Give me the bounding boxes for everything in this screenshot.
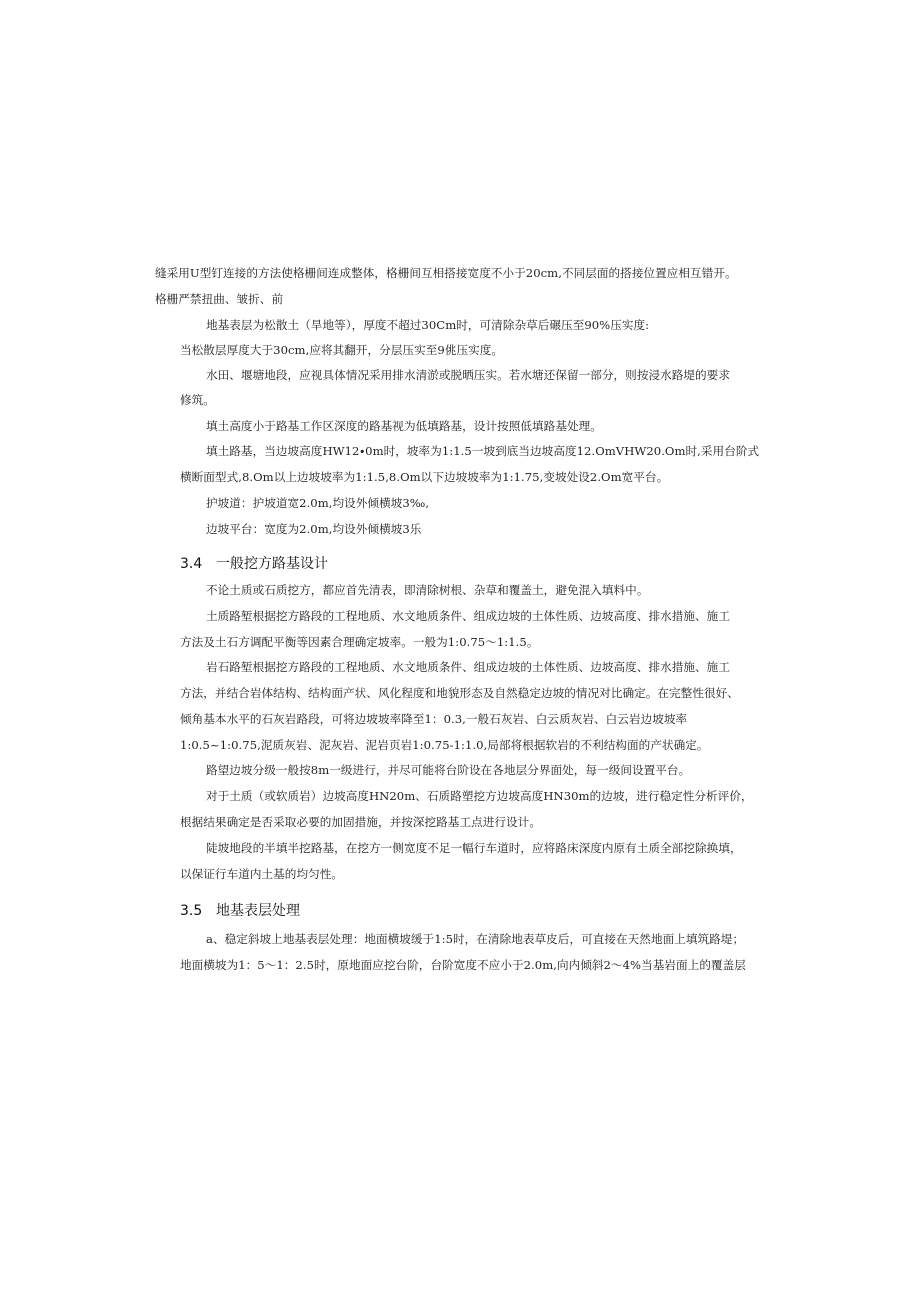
paragraph-line: 当松散层厚度大于30cm,应将其翻开，分层压实至9佻压实度。 <box>180 343 504 357</box>
paragraph-line: 地基表层为松散土（旱地等），厚度不超过30Cm时，可清除杂草后碾压至90%压实度: <box>206 318 650 332</box>
paragraph-line: 方法，并结合岩体结构、结构面产状、风化程度和地貌形态及自然稳定边坡的情况对比确定。在完整性很好、 <box>180 686 739 700</box>
paragraph-line: 倾角基本水平的石灰岩路段，可将边坡坡率降至1：0.3,一般石灰岩、白云质灰岩、白云岩边坡坡率 <box>180 712 688 726</box>
paragraph-line: 不论土质或石质挖方，都应首先清表，即清除树根、杂草和覆盖土，避免混入填料中。 <box>206 583 649 597</box>
section-title: 一般挖方路基设计 <box>216 556 328 572</box>
paragraph-line: 格栅严禁扭曲、皱折、前 <box>155 292 284 306</box>
paragraph-line: 填土路基，当边坡高度HW12∙0m时，坡率为1:1.5一坡到底当边坡高度12.OmVHW20.Om时,采用台阶式 <box>206 444 760 458</box>
paragraph-line: 路望边坡分级一般按8m一级进行，并尽可能将台阶设在各地层分界面处，每一级间设置平台。 <box>206 763 691 777</box>
paragraph-line: 填土高度小于路基工作区深度的路基视为低填路基，设计按照低填路基处理。 <box>206 419 602 433</box>
paragraph-line: 对于土质（或软质岩）边坡高度HN20m、石质路塑挖方边坡高度HN30m的边坡，进行稳定性分析评价， <box>206 789 753 803</box>
paragraph-line: 地面横坡为1：5～1：2.5时，原地面应挖台阶，台阶宽度不应小于2.0m,向内倾斜2～4%当基岩面上的覆盖层 <box>180 958 746 972</box>
section-number: 3.5 <box>180 903 203 919</box>
paragraph-line: a、稳定斜坡上地基表层处理：地面横坡缓于1:5时，在清除地表草皮后，可直接在天然地面上填筑路堤； <box>206 932 745 946</box>
section-number: 3.4 <box>180 556 203 572</box>
paragraph-line: 土质路堑根据挖方路段的工程地质、水文地质条件、组成边坡的土体性质、边坡高度、排水措施、施工 <box>206 609 730 623</box>
paragraph-line: 岩石路堑根据挖方路段的工程地质、水文地质条件、组成边坡的土体性质、边坡高度、排水措施、施工 <box>206 660 730 674</box>
paragraph-line: 水田、堰塘地段，应视具体情况采用排水清淤或脱晒压实。若水塘还保留一部分，则按浸水路堤的要求 <box>206 368 730 382</box>
paragraph-line: 修筑。 <box>180 393 215 407</box>
paragraph-line: 护坡道：护坡道宽2.0m,均设外倾横坡3‰, <box>206 496 430 510</box>
paragraph-line: 边坡平台：宽度为2.0m,均设外倾横坡3乐 <box>206 522 422 536</box>
paragraph-line: 根据结果确定是否采取必要的加固措施，并按深挖路基工点进行设计。 <box>180 815 541 829</box>
section-title: 地基表层处理 <box>216 903 300 919</box>
section-heading-3-5 <box>180 902 300 920</box>
section-heading-3-4 <box>180 555 328 573</box>
paragraph-line: 横断面型式,8.Om以上边坡坡率为1:1.5,8.Om以下边坡坡率为1:1.75,变坡处设2.Om宽平台。 <box>180 470 669 484</box>
paragraph-line: 以保证行车道内土基的均匀性。 <box>180 867 344 881</box>
paragraph-line: 1:0.5~1:0.75,泥质灰岩、泥灰岩、泥岩页岩1:0.75-1:1.0,局部将根据软岩的不利结构面的产状确定。 <box>180 738 709 752</box>
paragraph-line: 缝采用U型钉连接的方法使格栅间连成整体，格栅间互相搭接宽度不小于20cm,不同层面的搭接位置应相互错开。 <box>155 266 737 280</box>
paragraph-line: 方法及土石方调配平衡等因素合理确定坡率。一般为1:0.75～1:1.5。 <box>180 635 539 649</box>
paragraph-line: 陡坡地段的半填半挖路基，在挖方一侧宽度不足一幅行车道时，应将路床深度内原有土质全部挖除换填， <box>206 841 742 855</box>
